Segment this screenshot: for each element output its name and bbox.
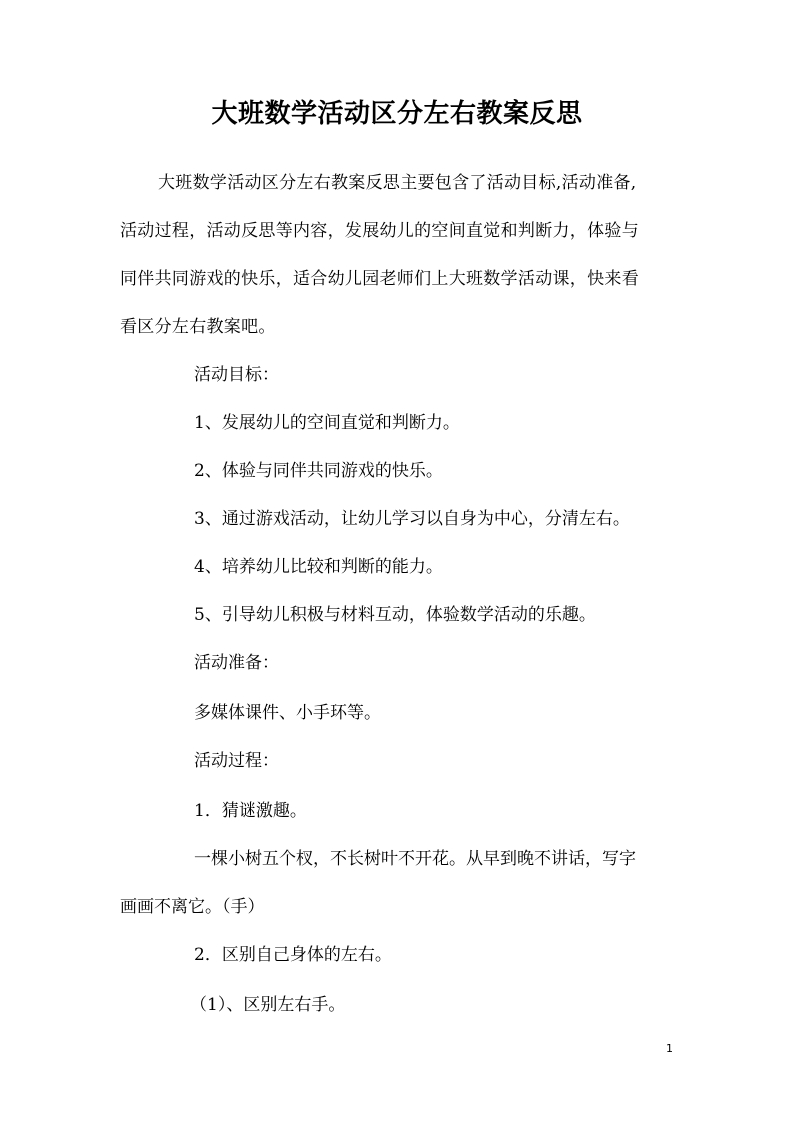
riddle-line-1: 一棵小树五个杈，不长树叶不开花。从早到晚不讲话，写字 bbox=[194, 849, 636, 869]
goal-item-5: 5、引导幼儿积极与材料互动，体验数学活动的乐趣。 bbox=[194, 605, 596, 625]
goal-item-1: 1、发展幼儿的空间直觉和判断力。 bbox=[194, 413, 460, 433]
goal-item-4: 4、培养幼儿比较和判断的能力。 bbox=[194, 557, 443, 577]
process-heading: 活动过程： bbox=[194, 751, 279, 771]
process-substep-1: （1）、区别左右手。 bbox=[190, 995, 346, 1015]
preparation-text: 多媒体课件、小手环等。 bbox=[194, 703, 381, 723]
intro-line-3: 同伴共同游戏的快乐，适合幼儿园老师们上大班数学活动课，快来看 bbox=[120, 269, 639, 289]
riddle-line-2: 画画不离它。（手） bbox=[120, 897, 265, 917]
preparation-heading: 活动准备： bbox=[194, 653, 279, 673]
page-number: 1 bbox=[666, 1042, 673, 1055]
process-step-2: 2．区别自己身体的左右。 bbox=[194, 945, 392, 965]
goal-item-2: 2、体验与同伴共同游戏的快乐。 bbox=[194, 461, 443, 481]
intro-line-4: 看区分左右教案吧。 bbox=[120, 317, 276, 337]
process-step-1: 1．猜谜激趣。 bbox=[194, 801, 307, 821]
goals-heading: 活动目标： bbox=[194, 365, 279, 385]
intro-line-1: 大班数学活动区分左右教案反思主要包含了活动目标,活动准备, bbox=[158, 173, 637, 193]
intro-line-2: 活动过程，活动反思等内容，发展幼儿的空间直觉和判断力，体验与 bbox=[120, 221, 639, 241]
goal-item-3: 3、通过游戏活动，让幼儿学习以自身为中心，分清左右。 bbox=[194, 509, 630, 529]
document-title: 大班数学活动区分左右教案反思 bbox=[211, 99, 583, 129]
